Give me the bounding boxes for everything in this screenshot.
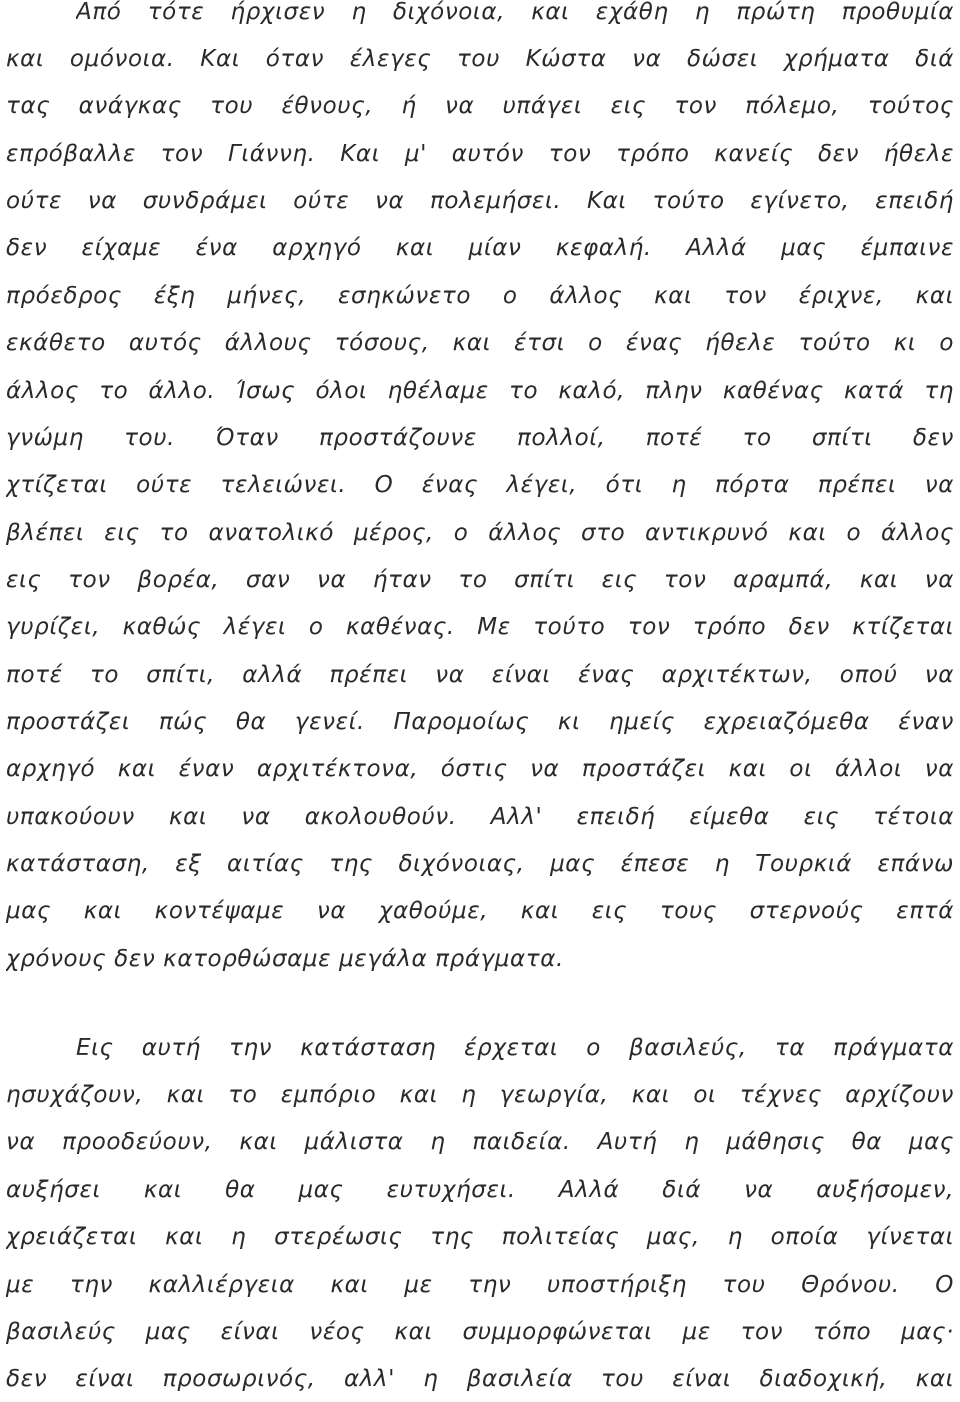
text-line: γυρίζει, καθώς λέγει ο καθένας. Με τούτο τον τρόπο δεν κτίζεται [6, 614, 954, 640]
text-line: χρόνους δεν κατορθώσαμε μεγάλα πράγματα. [6, 946, 564, 972]
text-line: ποτέ το σπίτι, αλλά πρέπει να είναι ένας αρχιτέκτων, οπού να [6, 662, 954, 688]
text-line: αρχηγό και έναν αρχιτέκτονα, όστις να προστάζει και οι άλλοι να [6, 756, 954, 782]
text-line: αυξήσει και θα μας ευτυχήσει. Αλλά διά να αυξήσομεν, [6, 1177, 954, 1203]
text-line: χρειάζεται και η στερέωσις της πολιτείας μας, η οποία γίνεται [6, 1224, 954, 1250]
text-line: να προοδεύουν, και μάλιστα η παιδεία. Αυτή η μάθησις θα μας [6, 1129, 954, 1155]
text-line: με την καλλιέργεια και με την υποστήριξη του Θρόνου. Ο [6, 1272, 954, 1298]
text-line: δεν είναι προσωρινός, αλλ' η βασιλεία του είναι διαδοχική, και [6, 1366, 954, 1392]
text-line: μας και κοντέψαμε να χαθούμε, και εις τους στερνούς επτά [6, 898, 954, 924]
text-line: υπακούουν και να ακολουθούν. Αλλ' επειδή είμεθα εις τέτοια [6, 804, 954, 830]
text-line: τας ανάγκας του έθνους, ή να υπάγει εις τον πόλεμο, τούτος [6, 93, 954, 119]
text-line: εις τον βορέα, σαν να ήταν το σπίτι εις τον αραμπά, και να [6, 567, 954, 593]
text-line: εκάθετο αυτός άλλους τόσους, και έτσι ο ένας ήθελε τούτο κι ο [6, 330, 954, 356]
text-line: ησυχάζουν, και το εμπόριο και η γεωργία, και οι τέχνες αρχίζουν [6, 1082, 954, 1108]
text-line: βασιλεύς μας είναι νέος και συμμορφώνεται με τον τόπο μας· [6, 1319, 954, 1345]
text-line: Εις αυτή την κατάσταση έρχεται ο βασιλεύς, τα πράγματα [76, 1035, 954, 1061]
text-line: ούτε να συνδράμει ούτε να πολεμήσει. Και τούτο εγίνετο, επειδή [6, 188, 954, 214]
text-line: άλλος το άλλο. Ίσως όλοι ηθέλαμε το καλό, πλην καθένας κατά τη [6, 378, 954, 404]
text-line: προστάζει πώς θα γενεί. Παρομοίως κι ημείς εχρειαζόμεθα έναν [6, 709, 954, 735]
text-line: και ομόνοια. Και όταν έλεγες του Κώστα να δώσει χρήματα διά [6, 46, 954, 72]
text-line: γνώμη του. Όταν προστάζουνε πολλοί, ποτέ το σπίτι δεν [6, 425, 954, 451]
text-line: κατάσταση, εξ αιτίας της διχόνοιας, μας έπεσε η Τουρκιά επάνω [6, 851, 954, 877]
text-line: δεν είχαμε ένα αρχηγό και μίαν κεφαλή. Αλλά μας έμπαινε [6, 235, 954, 261]
text-line: επρόβαλλε τον Γιάννη. Και μ' αυτόν τον τρόπο κανείς δεν ήθελε [6, 141, 954, 167]
text-line: βλέπει εις το ανατολικό μέρος, ο άλλος στο αντικρυνό και ο άλλος [6, 520, 954, 546]
text-line: χτίζεται ούτε τελειώνει. Ο ένας λέγει, ότι η πόρτα πρέπει να [6, 472, 954, 498]
text-line: Από τότε ήρχισεν η διχόνοια, και εχάθη η πρώτη προθυμία [76, 0, 954, 25]
text-line: πρόεδρος έξη μήνες, εσηκώνετο ο άλλος και τον έριχνε, και [6, 283, 954, 309]
